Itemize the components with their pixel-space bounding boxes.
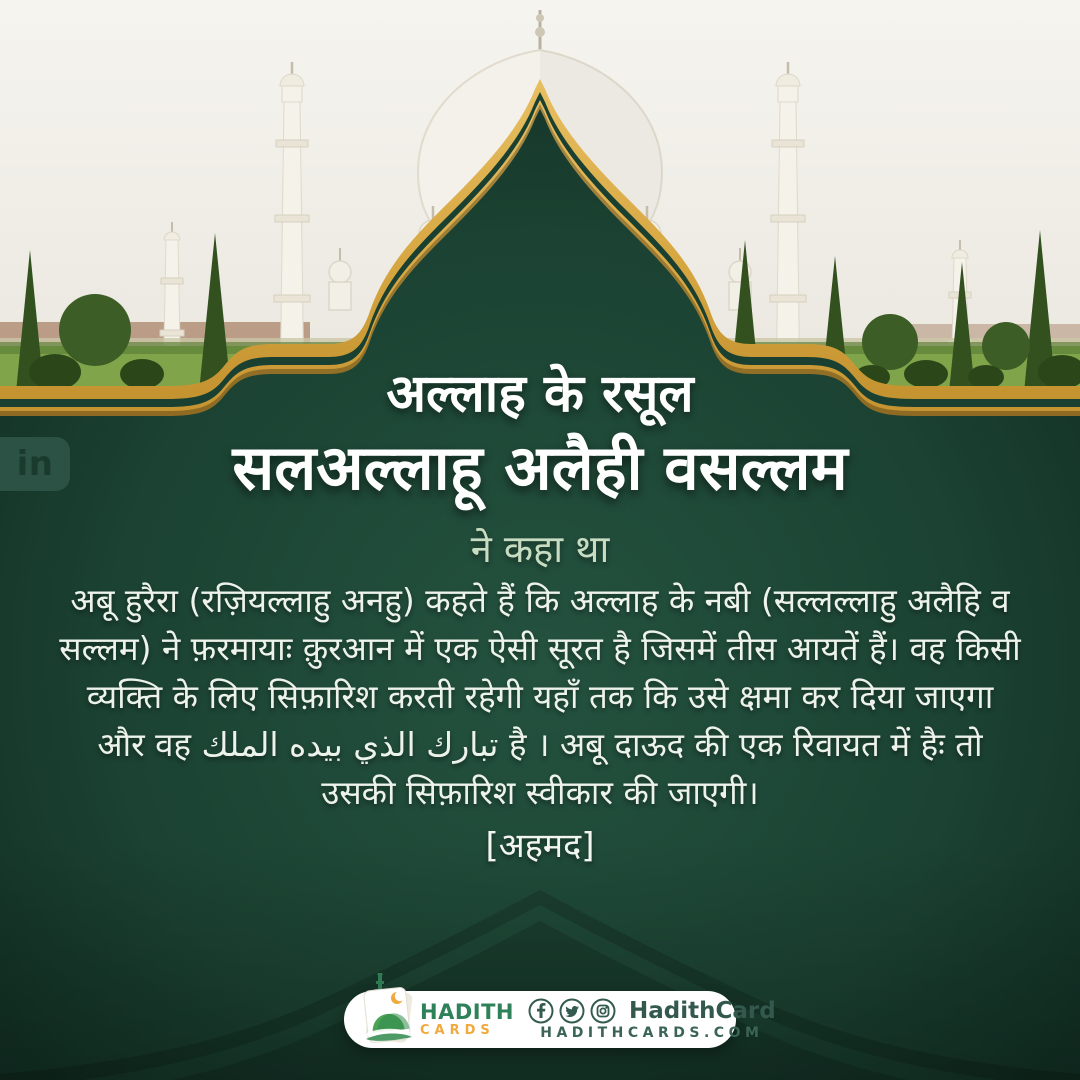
linkedin-icon: in <box>16 444 54 484</box>
heading-line3: ने कहा था <box>470 527 610 571</box>
hadith-source: [अहमद] <box>485 826 595 866</box>
hadithcards-logo-icon <box>356 973 418 1049</box>
brand-wordmark <box>420 1001 514 1038</box>
twitter-icon <box>559 998 585 1024</box>
instagram-icon <box>590 998 616 1024</box>
footer-right <box>528 998 776 1041</box>
heading-line2: सलअल्लाहू अलैही वसल्लम <box>232 431 848 504</box>
hadith-text: अबू हुरैरा (रज़ियल्लाहु अनहु) कहते हैं कि अल्लाह के नबी (सल्लल्लाहु अलैहि व सल्लम) ने फ़रमायाः क़ुरआन में एक ऐसी सूरत है जिसमें तीस आयतें हैं। वह किसी व्यक्ति के लिए सिफ़ारिश करती रहेगी यहाँ तक कि उसे क्षमा कर दिया जाएगा और वह تبارك الذي بيده الملك है । अबू दाऊद की एक रिवायत में हैः तो उसकी सिफ़ारिश स्वीकार की जाएगी। <box>59 581 1021 812</box>
brand-cards: CARDS <box>420 1023 495 1038</box>
brand-hadith: HADITH <box>420 1000 514 1024</box>
heading-line1: अल्लाह के रसूल <box>386 364 694 424</box>
hadith-block <box>58 577 1022 869</box>
social-row <box>528 998 776 1024</box>
footer-website: HADITHCARDS.COM <box>540 1025 764 1041</box>
footer-pill <box>344 991 776 1048</box>
facebook-icon <box>528 998 554 1024</box>
footer-handle: HadithCard <box>628 998 776 1024</box>
